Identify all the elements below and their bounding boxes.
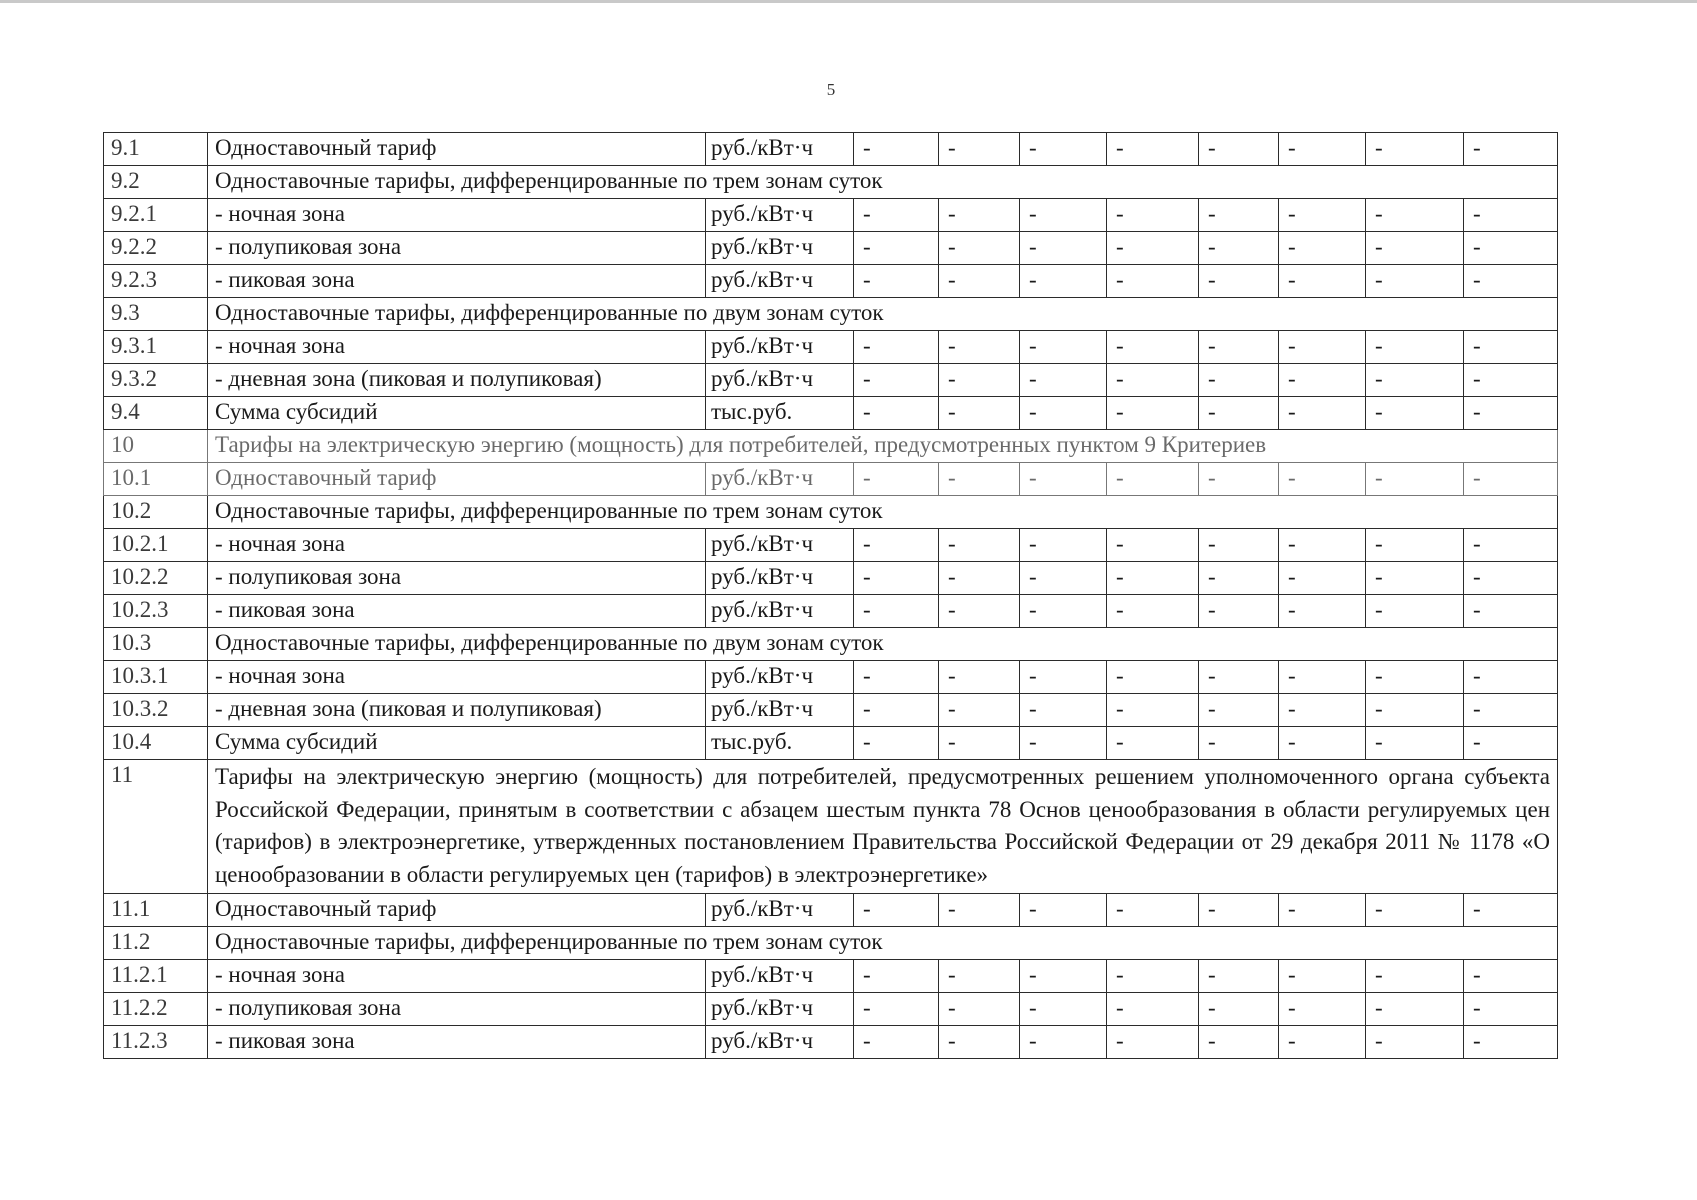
value-cell: - [1279,133,1366,166]
table-row [104,661,1558,694]
value-cell: - [1107,397,1199,430]
row-number: 10.2.2 [104,562,208,595]
row-number: 9.4 [104,397,208,430]
row-number: 10.2.1 [104,529,208,562]
row-number: 11.2.3 [104,1026,208,1059]
table-row [104,232,1558,265]
table-row [104,694,1558,727]
row-number: 9.3.2 [104,364,208,397]
value-cell: - [1199,397,1279,430]
row-unit: руб./кВт·ч [706,960,854,993]
value-cell: - [1464,529,1558,562]
value-cell: - [1279,463,1366,496]
table-row [104,727,1558,760]
row-number: 11.2.1 [104,960,208,993]
row-unit: руб./кВт·ч [706,894,854,927]
value-cell: - [1279,960,1366,993]
value-cell: - [1366,960,1464,993]
value-cell: - [854,133,939,166]
row-unit: руб./кВт·ч [706,133,854,166]
value-cell: - [939,562,1020,595]
value-cell: - [1199,661,1279,694]
value-cell: - [1366,463,1464,496]
row-number: 10.3.1 [104,661,208,694]
row-name: - ночная зона [208,960,706,993]
row-number: 10.3.2 [104,694,208,727]
value-cell: - [854,562,939,595]
value-cell: - [1199,894,1279,927]
value-cell: - [1279,694,1366,727]
value-cell: - [1107,894,1199,927]
value-cell: - [854,960,939,993]
group-header-row [104,298,1558,331]
value-cell: - [939,595,1020,628]
value-cell: - [939,331,1020,364]
value-cell: - [854,727,939,760]
table-row [104,463,1558,496]
row-name: - полупиковая зона [208,232,706,265]
group-title: Одноставочные тарифы, дифференцированные по двум зонам суток [208,298,1558,331]
value-cell: - [1464,331,1558,364]
value-cell: - [854,993,939,1026]
value-cell: - [1020,199,1107,232]
value-cell: - [1020,993,1107,1026]
row-unit: руб./кВт·ч [706,529,854,562]
value-cell: - [1107,993,1199,1026]
row-unit: руб./кВт·ч [706,661,854,694]
value-cell: - [1464,265,1558,298]
value-cell: - [1279,331,1366,364]
value-cell: - [1366,894,1464,927]
value-cell: - [1107,133,1199,166]
value-cell: - [1464,463,1558,496]
row-number: 9.3 [104,298,208,331]
row-name: Одноставочный тариф [208,463,706,496]
value-cell: - [939,463,1020,496]
value-cell: - [1279,562,1366,595]
value-cell: - [1366,1026,1464,1059]
value-cell: - [1107,595,1199,628]
group-title: Одноставочные тарифы, дифференцированные по трем зонам суток [208,496,1558,529]
value-cell: - [854,463,939,496]
value-cell: - [1107,1026,1199,1059]
value-cell: - [1020,1026,1107,1059]
row-name: - полупиковая зона [208,993,706,1026]
row-number: 9.2.1 [104,199,208,232]
value-cell: - [1107,529,1199,562]
value-cell: - [854,661,939,694]
value-cell: - [1464,1026,1558,1059]
value-cell: - [1107,265,1199,298]
table-row [104,894,1558,927]
row-number: 9.1 [104,133,208,166]
section-row [104,760,1558,894]
row-number: 10.3 [104,628,208,661]
value-cell: - [854,199,939,232]
row-unit: руб./кВт·ч [706,331,854,364]
value-cell: - [1279,894,1366,927]
value-cell: - [1366,661,1464,694]
row-name: Сумма субсидий [208,397,706,430]
value-cell: - [1366,397,1464,430]
value-cell: - [1366,562,1464,595]
value-cell: - [1279,232,1366,265]
value-cell: - [1366,364,1464,397]
value-cell: - [1366,993,1464,1026]
row-unit: руб./кВт·ч [706,562,854,595]
value-cell: - [939,133,1020,166]
row-number: 10.4 [104,727,208,760]
value-cell: - [1464,960,1558,993]
value-cell: - [1366,595,1464,628]
group-header-row [104,927,1558,960]
table-row [104,199,1558,232]
row-unit: руб./кВт·ч [706,265,854,298]
group-header-row [104,166,1558,199]
value-cell: - [1199,960,1279,993]
table-row [104,529,1558,562]
value-cell: - [1020,331,1107,364]
tariff-table [103,132,1558,1059]
value-cell: - [1279,595,1366,628]
row-unit: руб./кВт·ч [706,694,854,727]
row-name: - дневная зона (пиковая и полупиковая) [208,694,706,727]
row-name: - ночная зона [208,331,706,364]
table-row [104,1026,1558,1059]
row-name: - дневная зона (пиковая и полупиковая) [208,364,706,397]
row-number: 10.2 [104,496,208,529]
value-cell: - [1366,694,1464,727]
value-cell: - [1279,727,1366,760]
value-cell: - [1464,232,1558,265]
value-cell: - [1107,960,1199,993]
table-row [104,562,1558,595]
value-cell: - [1366,232,1464,265]
row-name: - пиковая зона [208,265,706,298]
value-cell: - [1199,727,1279,760]
row-number: 9.2.2 [104,232,208,265]
value-cell: - [939,199,1020,232]
row-number: 11.2.2 [104,993,208,1026]
value-cell: - [854,364,939,397]
table-row [104,993,1558,1026]
value-cell: - [1107,661,1199,694]
value-cell: - [939,529,1020,562]
group-title: Тарифы на электрическую энергию (мощность) для потребителей, предусмотренных пунктом 9 Критериев [208,430,1558,463]
row-unit: руб./кВт·ч [706,199,854,232]
value-cell: - [1279,397,1366,430]
row-number: 11 [104,760,208,894]
value-cell: - [1279,993,1366,1026]
group-title: Одноставочные тарифы, дифференцированные по трем зонам суток [208,166,1558,199]
value-cell: - [1464,199,1558,232]
value-cell: - [939,894,1020,927]
row-unit: тыс.руб. [706,397,854,430]
value-cell: - [1464,397,1558,430]
group-header-row [104,430,1558,463]
value-cell: - [1366,727,1464,760]
value-cell: - [1464,661,1558,694]
value-cell: - [1366,331,1464,364]
row-name: - пиковая зона [208,1026,706,1059]
value-cell: - [1464,727,1558,760]
value-cell: - [1199,232,1279,265]
value-cell: - [854,232,939,265]
value-cell: - [939,993,1020,1026]
value-cell: - [1020,265,1107,298]
value-cell: - [1199,133,1279,166]
value-cell: - [1464,595,1558,628]
value-cell: - [1199,1026,1279,1059]
value-cell: - [939,265,1020,298]
table-row [104,595,1558,628]
value-cell: - [1279,1026,1366,1059]
row-name: - ночная зона [208,661,706,694]
value-cell: - [1107,364,1199,397]
value-cell: - [1107,331,1199,364]
table-row [104,364,1558,397]
table-row [104,133,1558,166]
value-cell: - [1107,562,1199,595]
row-unit: руб./кВт·ч [706,993,854,1026]
value-cell: - [939,694,1020,727]
table-body [104,133,1558,1059]
value-cell: - [1199,265,1279,298]
row-number: 9.2 [104,166,208,199]
value-cell: - [1020,397,1107,430]
value-cell: - [939,1026,1020,1059]
value-cell: - [1020,232,1107,265]
value-cell: - [1464,364,1558,397]
value-cell: - [854,265,939,298]
value-cell: - [1107,694,1199,727]
row-name: Одноставочный тариф [208,894,706,927]
value-cell: - [1107,463,1199,496]
table-row [104,331,1558,364]
group-title: Одноставочные тарифы, дифференцированные по двум зонам суток [208,628,1558,661]
row-unit: руб./кВт·ч [706,463,854,496]
value-cell: - [1020,463,1107,496]
value-cell: - [1107,232,1199,265]
section-title: Тарифы на электрическую энергию (мощность) для потребителей, предусмотренных решением уполномоченного органа субъекта Российской Федерации, принятым в соответствии с абзацем шестым пункта 78 Основ ценообразования в области регулируемых цен (тарифов) в электроэнергетике, утвержденных постановлением Правительства Российской Федерации от 29 декабря 2011 № 1178 «О ценообразовании в области регулируемых цен (тарифов) в электроэнергетике» [208,760,1558,894]
top-border-line [0,0,1697,3]
row-name: Одноставочный тариф [208,133,706,166]
row-name: - полупиковая зона [208,562,706,595]
row-name: - пиковая зона [208,595,706,628]
value-cell: - [1199,562,1279,595]
value-cell: - [1199,529,1279,562]
row-unit: руб./кВт·ч [706,364,854,397]
value-cell: - [1199,993,1279,1026]
row-unit: руб./кВт·ч [706,595,854,628]
row-name: - ночная зона [208,529,706,562]
table-row [104,265,1558,298]
row-name: - ночная зона [208,199,706,232]
row-unit: тыс.руб. [706,727,854,760]
value-cell: - [1020,364,1107,397]
value-cell: - [939,397,1020,430]
row-number: 10.1 [104,463,208,496]
value-cell: - [1199,199,1279,232]
value-cell: - [854,331,939,364]
value-cell: - [1020,595,1107,628]
value-cell: - [1020,661,1107,694]
value-cell: - [1464,562,1558,595]
value-cell: - [1464,133,1558,166]
value-cell: - [854,1026,939,1059]
value-cell: - [1279,364,1366,397]
value-cell: - [1020,727,1107,760]
row-number: 11.1 [104,894,208,927]
value-cell: - [1366,529,1464,562]
value-cell: - [1199,694,1279,727]
table-row [104,397,1558,430]
value-cell: - [1279,661,1366,694]
value-cell: - [854,694,939,727]
value-cell: - [1199,595,1279,628]
value-cell: - [1279,529,1366,562]
value-cell: - [939,960,1020,993]
value-cell: - [939,364,1020,397]
group-header-row [104,628,1558,661]
group-title: Одноставочные тарифы, дифференцированные по трем зонам суток [208,927,1558,960]
row-number: 10 [104,430,208,463]
value-cell: - [1464,694,1558,727]
table-row [104,960,1558,993]
value-cell: - [854,397,939,430]
value-cell: - [1464,894,1558,927]
value-cell: - [1020,562,1107,595]
value-cell: - [1107,199,1199,232]
value-cell: - [1199,331,1279,364]
value-cell: - [1366,265,1464,298]
value-cell: - [1020,960,1107,993]
value-cell: - [939,232,1020,265]
value-cell: - [1020,529,1107,562]
value-cell: - [1199,364,1279,397]
group-header-row [104,496,1558,529]
value-cell: - [854,529,939,562]
value-cell: - [1366,133,1464,166]
row-number: 9.2.3 [104,265,208,298]
value-cell: - [1279,199,1366,232]
value-cell: - [1464,993,1558,1026]
value-cell: - [939,661,1020,694]
value-cell: - [854,595,939,628]
row-number: 9.3.1 [104,331,208,364]
row-unit: руб./кВт·ч [706,232,854,265]
value-cell: - [1199,463,1279,496]
row-name: Сумма субсидий [208,727,706,760]
value-cell: - [1020,133,1107,166]
row-number: 10.2.3 [104,595,208,628]
row-number: 11.2 [104,927,208,960]
page-number: 5 [826,80,836,99]
value-cell: - [1107,727,1199,760]
value-cell: - [939,727,1020,760]
row-unit: руб./кВт·ч [706,1026,854,1059]
value-cell: - [1020,694,1107,727]
value-cell: - [1366,199,1464,232]
value-cell: - [1279,265,1366,298]
value-cell: - [854,894,939,927]
value-cell: - [1020,894,1107,927]
